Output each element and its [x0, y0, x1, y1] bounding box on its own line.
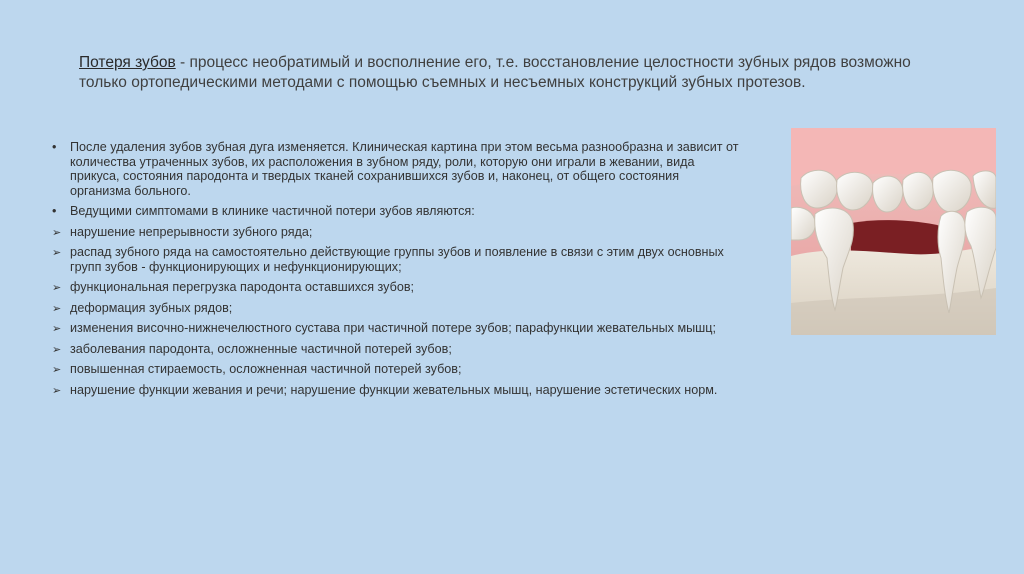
arrow-bullet-icon: ➢ — [52, 384, 62, 397]
arrow-bullet-icon: ➢ — [52, 302, 62, 315]
arrow-bullet-icon: ➢ — [52, 323, 62, 335]
title-rest: - процесс необратимый и восполнение его, т.е. восстановление целостности зубных рядов возможно только ортопедическими методами с помощью съемных и несъемных конструкций зубных протезов. — [79, 54, 911, 91]
bullet-list — [52, 140, 742, 403]
list-item-text: нарушение функции жевания и речи; нарушение функции жевательных мышц, нарушение эстетических норм. — [70, 382, 718, 397]
slide-title — [79, 53, 939, 93]
title-lead: Потеря зубов — [79, 54, 176, 71]
list-item — [52, 280, 742, 295]
list-item — [52, 140, 742, 198]
list-item-text: заболевания пародонта, осложненные частичной потерей зубов; — [70, 341, 452, 356]
teeth-gap-image — [791, 128, 996, 335]
arrow-bullet-icon: ➢ — [52, 343, 62, 356]
list-item — [52, 321, 742, 336]
arrow-bullet-icon: ➢ — [52, 364, 62, 376]
list-item-text: деформация зубных рядов; — [70, 300, 233, 315]
list-item-text: После удаления зубов зубная дуга изменяется. Клиническая картина при этом весьма разнообразна и зависит от количества утраченных зубов, их расположения в зубном ряду, роли, которую они играли в жевании, вида прикуса, состояния пародонта и твердых тканей сохранившихся зубов и, наконец, от общего состояния организма больного. — [70, 140, 739, 198]
list-item-text: повышенная стираемость, осложненная частичной потерей зубов; — [70, 362, 462, 376]
list-item-text: распад зубного ряда на самостоятельно действующие группы зубов и появление в связи с этим двух основных групп зубов - функционирующих и нефункционирующих; — [70, 245, 724, 274]
list-item — [52, 245, 742, 274]
teeth-illustration — [791, 128, 996, 335]
arrow-bullet-icon: ➢ — [52, 282, 62, 294]
list-item — [52, 383, 742, 398]
list-item-text: нарушение непрерывности зубного ряда; — [70, 224, 313, 239]
bullet-marker: • — [52, 140, 57, 154]
list-item — [52, 204, 742, 219]
arrow-bullet-icon: ➢ — [52, 226, 62, 239]
list-item — [52, 225, 742, 240]
list-item-text: функциональная перегрузка пародонта оставшихся зубов; — [70, 280, 415, 294]
list-item-text: Ведущими симптомами в клинике частичной потери зубов являются: — [70, 204, 475, 218]
list-item — [52, 342, 742, 357]
arrow-bullet-icon: ➢ — [52, 247, 62, 259]
list-item — [52, 301, 742, 316]
list-item — [52, 362, 742, 377]
list-item-text: изменения височно-нижнечелюстного сустава при частичной потере зубов; парафункции жевательных мышц; — [70, 321, 716, 335]
bullet-marker: • — [52, 204, 57, 218]
